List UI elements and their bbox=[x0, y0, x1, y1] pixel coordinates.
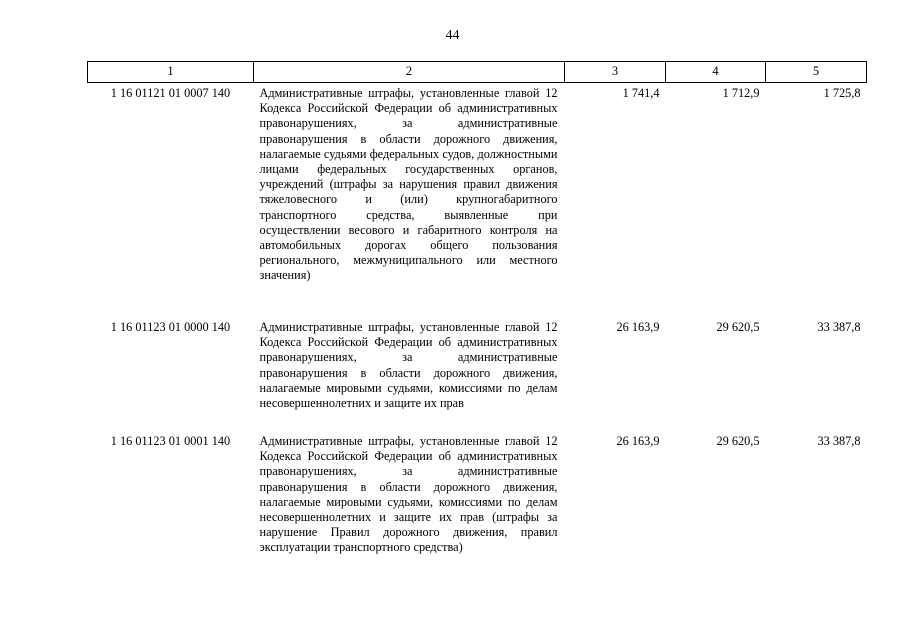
value-cell-col3: 26 163,9 bbox=[616, 434, 660, 448]
budget-code-cell: 1 16 01123 01 0000 140 bbox=[110, 320, 231, 334]
value-cell-col5: 33 387,8 bbox=[817, 434, 861, 448]
table-row bbox=[88, 83, 867, 318]
budget-code-cell: 1 16 01123 01 0001 140 bbox=[110, 434, 231, 448]
value-cell-col4: 29 620,5 bbox=[716, 434, 760, 448]
value-cell-col4: 1 712,9 bbox=[722, 86, 760, 100]
column-header-4: 4 bbox=[666, 62, 766, 83]
column-header-5: 5 bbox=[766, 62, 867, 83]
column-header-2: 2 bbox=[254, 62, 565, 83]
value-cell-col3: 26 163,9 bbox=[616, 320, 660, 334]
table-row bbox=[88, 431, 867, 561]
value-cell-col5: 1 725,8 bbox=[823, 86, 861, 100]
revenue-table bbox=[87, 61, 867, 561]
description-cell: Административные штрафы, установленные главой 12 Кодекса Российской Федерации об административных правонарушениях, за административные правонарушения в области дорожного движения, налагаемые мировыми судьями, комиссиями по делам несовершеннолетних и защите их прав (штрафы за нарушение Правил дорожного движения, правил эксплуатации транспортного средства) bbox=[259, 434, 558, 555]
budget-code-cell: 1 16 01121 01 0007 140 bbox=[110, 86, 231, 100]
table-row bbox=[88, 317, 867, 431]
table-header-row bbox=[88, 62, 867, 83]
table-body bbox=[88, 83, 867, 561]
value-cell-col3: 1 741,4 bbox=[622, 86, 660, 100]
description-cell: Административные штрафы, установленные главой 12 Кодекса Российской Федерации об административных правонарушениях, за административные правонарушения в области дорожного движения, налагаемые мировыми судьями, комиссиями по делам несовершеннолетних и защите их прав bbox=[259, 320, 558, 411]
value-cell-col4: 29 620,5 bbox=[716, 320, 760, 334]
value-cell-col5: 33 387,8 bbox=[817, 320, 861, 334]
table-header bbox=[88, 62, 867, 83]
description-cell: Административные штрафы, установленные главой 12 Кодекса Российской Федерации об административных правонарушениях, за административные правонарушения в области дорожного движения, налагаемые судьями федеральных судов, должностными лицами федеральных государственных органов, учреждений (штрафы за нарушения правил движения тяжеловесного и (или) крупногабаритного транспортного средства, выявленные при осуществлении весового и габаритного контроля на автомобильных дорогах общего пользования регионального, межмуниципального или местного значения) bbox=[259, 86, 558, 283]
column-header-1: 1 bbox=[88, 62, 254, 83]
column-header-3: 3 bbox=[565, 62, 666, 83]
page-number: 44 bbox=[445, 28, 460, 43]
